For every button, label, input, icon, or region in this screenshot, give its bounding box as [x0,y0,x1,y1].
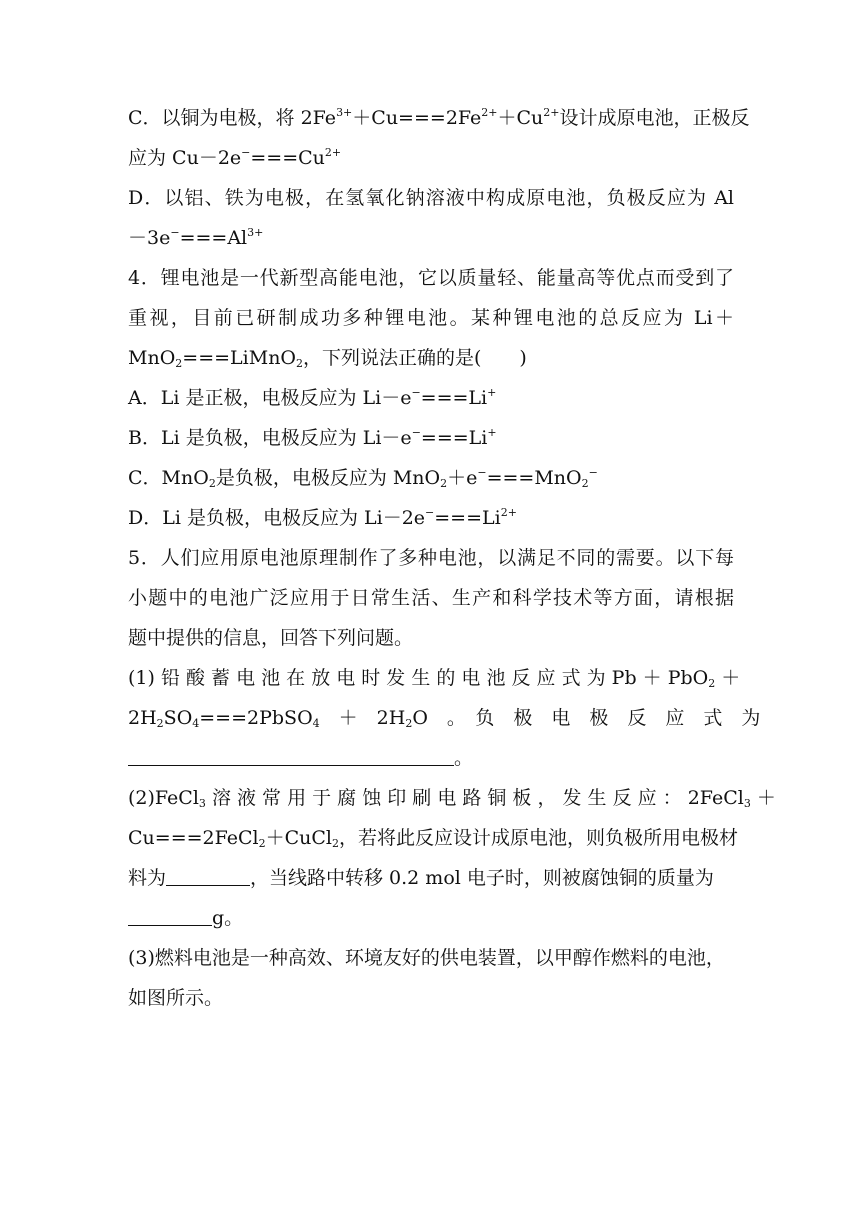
q5-stem-line2: 小题中的电池广泛应用于日常生活、生产和科学技术等方面，请根据 [128,587,734,609]
q4-stem-line2: 重视，目前已研制成功多种锂电池。某种锂电池的总反应为 Li＋ [128,307,734,329]
answer-blank-electrode-material[interactable] [166,885,250,886]
q5-part3-line1: (3)燃料电池是一种高效、环境友好的供电装置，以甲醇作燃料的电池， [128,947,725,969]
q5-stem-line1: 5．人们应用原电池原理制作了多种电池，以满足不同的需要。以下每 [128,547,734,569]
answer-blank-copper-mass[interactable] [128,925,212,926]
q5-part2-line3: 料为 ，当线路中转移 0.2 mol 电子时，则被腐蚀铜的质量为 [128,867,714,889]
q5-stem-line3: 题中提供的信息，回答下列问题。 [128,627,414,649]
q3-option-c-line1: C．以铜为电极，将 $2Fe^{3+}+Cu===2Fe^{2+}+Cu^{2+}$设计成原电池，正极反 [128,106,750,129]
q4-option-a: A．Li 是正极，电极反应为 Li－e−===Li+ [128,386,497,409]
q5-part2-line1: (2)FeCl$_3$ 溶 液 常 用 于 腐 蚀 印 刷 电 路 铜 板 ， 发 生 反 应 ： 2FeCl$_3$ ＋ [128,787,776,810]
q5-part1-line3: 。 [128,746,734,770]
q3-option-c-line2: 应为 $Cu-2e^-===Cu^{2+}$ [128,146,342,169]
q5-part3-line2: 如图所示。 [128,987,224,1009]
answer-blank-negative-electrode[interactable] [128,765,454,766]
q4-stem-line1: 4．锂电池是一代新型高能电池，它以质量轻、能量高等优点而受到了 [128,267,734,289]
q4-option-d: D．Li 是负极，电极反应为 $Li-2e^-===Li^{2+}$ [128,506,517,529]
q4-option-b: B．Li 是负极，电极反应为 Li－e−===Li+ [128,426,497,449]
q5-part2-line4: g。 [128,906,734,930]
q4-option-c: C．MnO$_2$是负极，电极反应为 MnO$_2$＋e−===MnO$_2$− [128,466,598,490]
q3-option-d-line2: $-3e^-===Al^{3+}$ [128,226,264,249]
q5-part1-line2: $2H_2SO_4===2PbSO_4$ ＋ $2H_2O$ 。 负 极 电 极 反 应 式 为 [128,707,761,730]
q3-option-d-line1: D．以铝、铁为电极，在氢氧化钠溶液中构成原电池，负极反应为 Al [128,187,734,209]
q5-part2-line2: Cu===2FeCl$_2$＋CuCl$_2$，若将此反应设计成原电池，则负极所用电极材 [128,827,739,850]
q4-stem-line3: MnO$_2$===LiMnO$_2$，下列说法正确的是( ) [128,347,527,370]
q5-part1-line1: (1) 铅 酸 蓄 电 池 在 放 电 时 发 生 的 电 池 反 应 式 为 Pb ＋ PbO$_2$ ＋ [128,667,741,690]
